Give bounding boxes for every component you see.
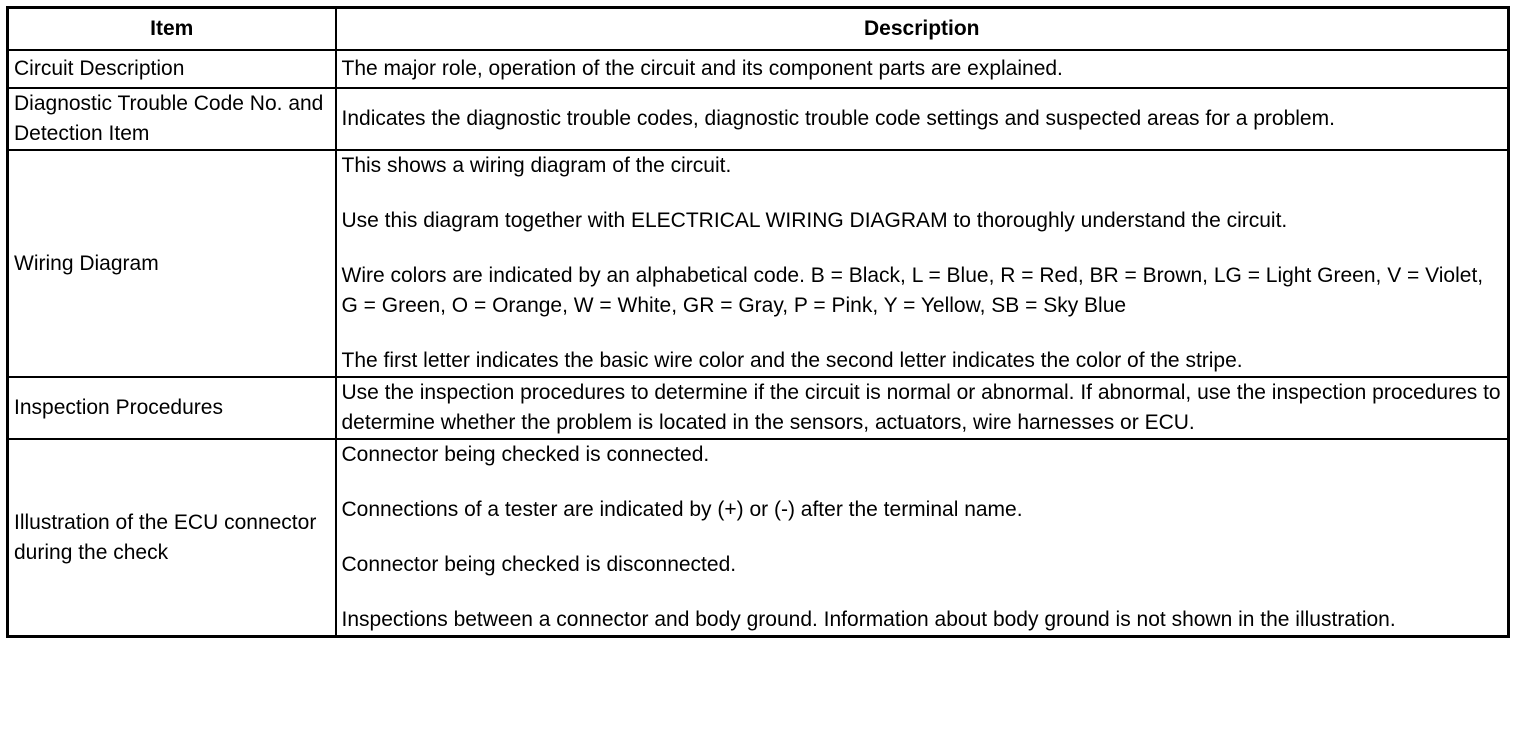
item-cell: Inspection Procedures [8,377,336,439]
column-header-item: Item [8,8,336,51]
description-cell [336,439,1509,637]
description-text: Wire colors are indicated by an alphabetical code. B = Black, L = Blue, R = Red, BR = Brown, LG = Light Green, V = Violet, G = Green, O = Orange, W = White, GR = Gray, P = Pink, Y = Yellow, SB = Sky Blue [341,264,1484,317]
table-row [8,88,1509,150]
item-cell: Circuit Description [8,50,336,88]
description-text: Indicates the diagnostic trouble codes, diagnostic trouble code settings and suspected areas for a problem. [341,107,1335,130]
item-cell: Illustration of the ECU connector during the check [8,439,336,637]
description-text: The first letter indicates the basic wire color and the second letter indicates the color of the stripe. [341,349,1243,372]
description-text: Use this diagram together with ELECTRICAL WIRING DIAGRAM to thoroughly understand the circuit. [341,209,1288,232]
description-cell [336,150,1509,377]
table-row [8,439,1509,637]
description-text: Inspections between a connector and body ground. Information about body ground is not shown in the illustration. [341,608,1396,631]
description-text: Connector being checked is disconnected. [341,553,737,576]
item-cell: Wiring Diagram [8,150,336,377]
reference-table [6,6,1510,638]
description-cell [336,377,1509,439]
column-header-description: Description [336,8,1509,51]
description-text: The major role, operation of the circuit and its component parts are explained. [341,57,1063,80]
description-cell [336,88,1509,150]
item-cell: Diagnostic Trouble Code No. and Detection Item [8,88,336,150]
table-row [8,377,1509,439]
description-cell [336,50,1509,88]
description-text: Connections of a tester are indicated by (+) or (-) after the terminal name. [341,498,1023,521]
table-row [8,150,1509,377]
description-text: Connector being checked is connected. [341,443,710,466]
table-row [8,50,1509,88]
description-text: Use the inspection procedures to determine if the circuit is normal or abnormal. If abnormal, use the inspection procedures to determine whether the problem is located in the sensors, actuators, wire harnesses or ECU. [341,381,1501,434]
description-text: This shows a wiring diagram of the circuit. [341,154,732,177]
table-header-row [8,8,1509,51]
